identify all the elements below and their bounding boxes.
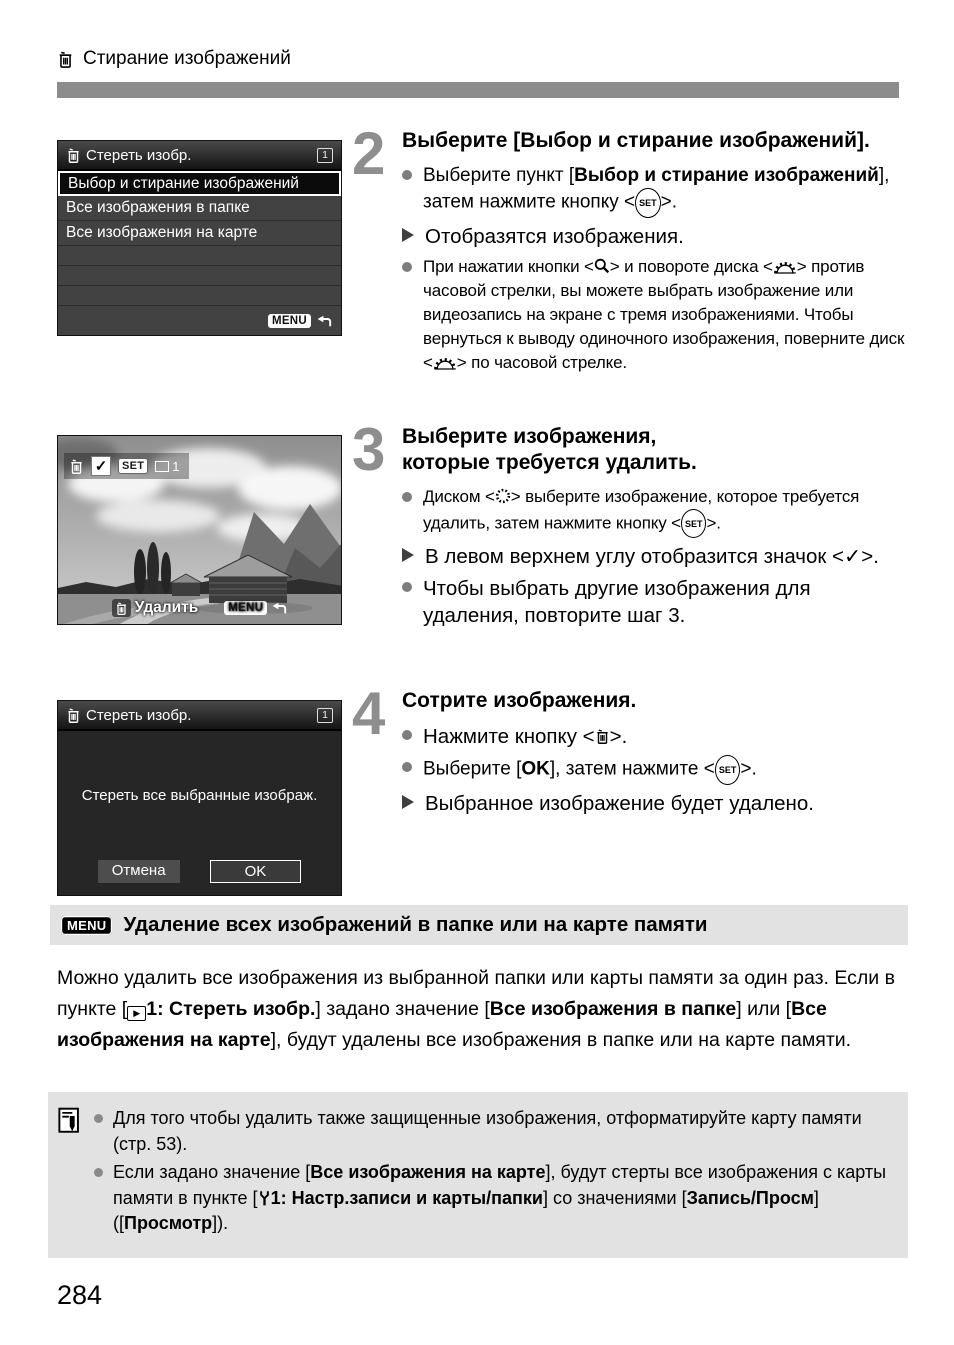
text-segment: > выберите изображение, которое требуется удалить, затем нажмите кнопку <: [423, 487, 860, 533]
camera-screen-title: Стереть изобр.: [86, 706, 192, 724]
menu-hint: [224, 601, 287, 615]
step-number: 3: [352, 416, 383, 483]
erase-icon: [595, 728, 610, 745]
instruction-bullet: [402, 255, 908, 375]
result-text: Отобразятся изображения.: [425, 225, 684, 248]
camera-screen-photo: [57, 435, 342, 625]
erase-icon: [57, 50, 74, 69]
step-4: [352, 680, 908, 822]
step-title: Сотрите изображения.: [402, 689, 637, 712]
menu-key-badge: MENU: [268, 314, 311, 328]
card-slot-badge: 1: [317, 708, 333, 723]
menu-item-all-in-folder: [58, 196, 341, 221]
bullet-marker: [402, 582, 412, 592]
result-text: Выбранное изображение будет удалено.: [425, 792, 814, 815]
ok-button: OK: [210, 860, 302, 883]
text-segment: > против часовой стрелки, вы можете выбрать изображение или видеозапись на экране с тремя изображениями. Чтобы вернуться к выводу одиночного изображения, поверните диск <: [423, 257, 905, 372]
result-arrow-marker: [402, 795, 414, 809]
result-arrow-marker: [402, 548, 414, 562]
instruction-bullet: [402, 163, 908, 218]
text-segment: ] ([: [113, 1187, 819, 1233]
step-title: Выберите изображения, которые требуется удалить.: [402, 425, 697, 474]
photo-overlay-topbar: [64, 453, 189, 479]
camera-footer-bar: [58, 306, 341, 336]
dialog-message: Стереть все выбранные изображ.: [81, 787, 318, 804]
dialog-body: [58, 731, 341, 895]
erase-icon: [66, 707, 81, 724]
instruction-bullet: [402, 575, 908, 629]
camera-screen-confirm-dialog: [57, 700, 342, 896]
text-segment: >.: [609, 725, 628, 748]
return-arrow-icon: [272, 602, 287, 614]
step-number: 4: [352, 680, 383, 747]
text-segment: ], затем нажмите кнопку <: [423, 165, 890, 213]
single-image-icon: [155, 461, 169, 472]
main-dial-icon: [773, 261, 797, 274]
bullet-marker: [402, 492, 412, 502]
bold-ui-label: 1: Стереть изобр.: [146, 998, 316, 1020]
camera-screen-title: Стереть изобр.: [86, 146, 192, 164]
bold-ui-label: OK: [521, 758, 550, 780]
bullet-text: Чтобы выбрать другие изображения для удаления, повторите шаг 3.: [423, 577, 811, 627]
text-segment: Если задано значение [: [113, 1162, 311, 1182]
set-key-badge: SET: [118, 458, 148, 474]
note-bullet: [94, 1106, 894, 1157]
menu-item-empty: [58, 246, 341, 266]
step-3: [352, 416, 908, 634]
page-title: Стирание изображений: [83, 48, 291, 69]
menu-key-badge: MENU: [61, 916, 112, 935]
menu-item-label: Выбор и стирание изображений: [68, 174, 299, 192]
text-segment: В левом верхнем углу отобразится значок <: [425, 545, 845, 568]
text-segment: ]).: [212, 1213, 229, 1233]
card-slot-badge: 1: [317, 148, 333, 163]
bullet-marker: [402, 262, 412, 272]
note-text: Для того чтобы удалить также защищенные изображения, отформатируйте карту памяти (стр. 53).: [113, 1108, 862, 1154]
text-segment: ], будут удалены все изображения в папке или на карте памяти.: [270, 1029, 852, 1051]
set-button-icon: SET: [715, 755, 741, 785]
cancel-button: Отмена: [98, 860, 180, 883]
quick-control-dial-icon: [495, 488, 511, 504]
body-paragraph: [57, 963, 902, 1056]
main-dial-icon: [433, 357, 457, 370]
page-number: 284: [57, 1280, 103, 1310]
result-line: [402, 223, 908, 250]
step-title: Выберите [Выбор и стирание изображений].: [402, 129, 870, 152]
text-segment: При нажатии кнопки <: [423, 257, 594, 276]
bullet-marker: [402, 762, 412, 772]
text-segment: > по часовой стрелке.: [456, 353, 627, 372]
note-bullet: [94, 1160, 894, 1237]
erase-icon: [69, 458, 84, 475]
text-segment: >.: [706, 513, 721, 533]
page-header: [57, 48, 291, 70]
bold-ui-label: Запись/Просм: [686, 1187, 814, 1208]
bullet-marker: [94, 1168, 103, 1177]
bold-ui-label: Все изображения в папке: [489, 998, 737, 1020]
setup-wrench-icon: [258, 1190, 271, 1206]
text-segment: ] или [: [736, 998, 792, 1020]
text-segment: Можно удалить все изображения из выбранной папки или карты памяти за один раз. Если в пункте [: [57, 967, 895, 1020]
bold-ui-label: Все изображения на карте: [310, 1162, 546, 1182]
dialog-buttons: [58, 860, 341, 883]
note-box: [48, 1092, 908, 1258]
instruction-bullet: [402, 755, 908, 785]
bold-ui-label: Просмотр: [124, 1213, 213, 1233]
section-title: Удаление всех изображений в папке или на карте памяти: [123, 913, 708, 936]
menu-item-label: Все изображения на карте: [66, 224, 258, 241]
photo-overlay-bottombar: [58, 599, 341, 617]
result-line: [402, 543, 908, 570]
bullet-marker: [94, 1114, 103, 1123]
text-segment: ], затем нажмите <: [549, 758, 715, 780]
selected-checkmark: ✓: [91, 456, 111, 476]
text-segment: Диском <: [423, 487, 495, 506]
bullet-marker: [402, 730, 412, 740]
bullet-marker: [402, 170, 412, 180]
step-2: [352, 120, 908, 380]
menu-section-heading: [50, 905, 908, 945]
set-button-icon: SET: [635, 188, 661, 218]
menu-item-label: Все изображения в папке: [66, 199, 250, 216]
bold-ui-label: 1: Настр.записи и карты/папки: [270, 1187, 543, 1208]
delete-hint: [112, 599, 199, 617]
result-line: [402, 790, 908, 817]
instruction-bullet: [402, 485, 908, 538]
result-arrow-marker: [402, 228, 414, 242]
camera-screen-erase-menu: [57, 140, 342, 336]
text-segment: Выберите пункт [: [423, 165, 575, 186]
text-segment: >.: [660, 191, 677, 213]
text-segment: ], будут стерты все изображения с карты памяти в пункте [: [113, 1162, 887, 1208]
menu-key-badge: MENU: [224, 601, 267, 615]
menu-item-all-on-card: [58, 221, 341, 246]
menu-item-empty: [58, 266, 341, 286]
set-button-icon: SET: [681, 509, 707, 538]
erase-icon: [115, 601, 128, 616]
camera-title-bar: [58, 701, 341, 731]
menu-item-empty: [58, 286, 341, 306]
bold-ui-label: Выбор и стирание: [574, 165, 749, 186]
playback-icon: ▶: [127, 1006, 146, 1021]
check-icon: ✓: [844, 545, 862, 568]
instruction-bullet: [402, 723, 908, 750]
text-segment: Выберите [: [423, 758, 522, 780]
menu-item-select-and-erase: [58, 171, 341, 196]
bold-ui-label: Все изображения на карте: [57, 998, 827, 1051]
magnify-icon: [594, 258, 610, 274]
image-count: [155, 459, 179, 474]
text-segment: > и повороте диска <: [609, 257, 773, 276]
step-number: 2: [352, 120, 383, 187]
text-segment: ] со значениями [: [543, 1187, 687, 1208]
erase-icon-chip: [112, 599, 131, 617]
note-icon: [58, 1107, 81, 1134]
image-count-value: 1: [172, 458, 180, 474]
text-segment: ] задано значение [: [315, 998, 490, 1020]
text-segment: >.: [861, 545, 879, 568]
delete-label: Удалить: [134, 599, 199, 616]
return-arrow-icon: [317, 315, 332, 327]
bold-ui-label: изображений: [754, 165, 879, 186]
header-rule: [57, 82, 899, 98]
erase-icon: [66, 147, 81, 164]
text-segment: >.: [740, 758, 757, 780]
camera-title-bar: [58, 141, 341, 171]
text-segment: Нажмите кнопку <: [423, 725, 595, 748]
